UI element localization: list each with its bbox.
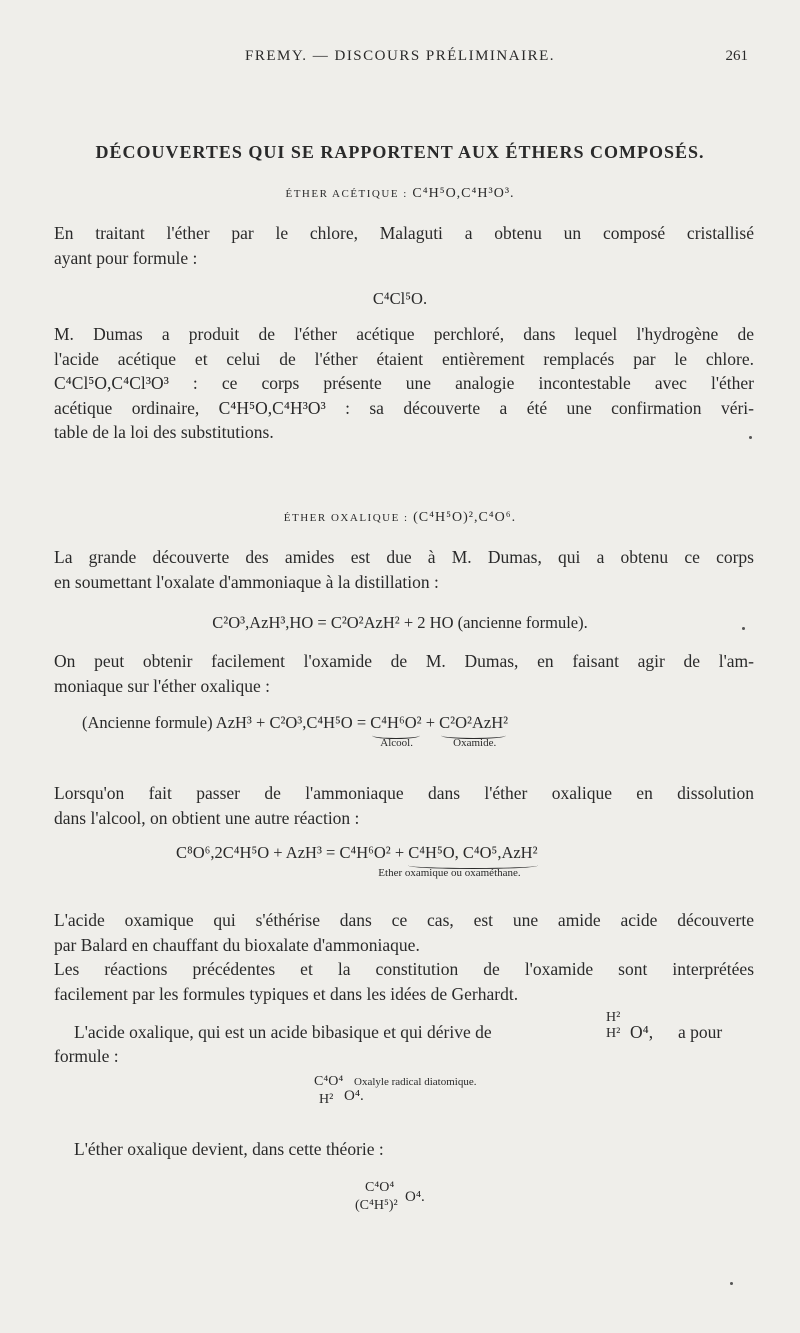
- text-line: ayant pour formule :: [54, 247, 198, 268]
- eq2-label-oxamide: Oxamide.: [453, 737, 497, 749]
- text-line: C⁴Cl⁵O,C⁴Cl³O³ : ce corps présente une analogie incontestable avec l'éther: [54, 373, 754, 393]
- paragraph-oxamide: [54, 649, 754, 698]
- text-line: a pour: [678, 1022, 723, 1042]
- section-title: DÉCOUVERTES QUI SE RAPPORTENT AUX ÉTHERS COMPOSÉS.: [95, 142, 705, 162]
- ether-oxalique-heading: [0, 510, 800, 526]
- eq3-term: [378, 843, 538, 879]
- page-number: 261: [725, 48, 748, 64]
- text-line: facilement par les formules typiques et dans les idées de Gerhardt.: [54, 983, 519, 1004]
- final-bottom: (C⁴H⁵)²: [355, 1198, 398, 1213]
- eq3-term-text: C⁴H⁵O, C⁴O⁵,AzH²: [408, 843, 538, 862]
- eq2-term-oxamide-text: C²O²AzH²: [439, 713, 509, 732]
- ether-acetique-formula: C⁴H⁵O,C⁴H³O³.: [412, 186, 515, 201]
- text-line: Lorsqu'on fait passer de l'ammoniaque dans l'éther oxalique en dissolution: [54, 783, 754, 803]
- text-line: En traitant l'éther par le chlore, Malaguti a obtenu un composé cristallisé: [54, 223, 754, 243]
- paragraph-dissolution: [54, 781, 754, 830]
- text-line: par Balard en chauffant du bioxalate d'ammoniaque.: [54, 934, 420, 955]
- text-line: dans l'alcool, on obtient une autre réaction :: [54, 807, 360, 828]
- ether-oxalique-formula: (C⁴H⁵O)²,C⁴O⁶.: [413, 510, 517, 525]
- eq3-label: Ether oxamique ou oxaméthane.: [378, 867, 521, 879]
- text-line: La grande découverte des amides est due à M. Dumas, qui a obtenu ce corps: [54, 547, 754, 567]
- text-line: l'acide acétique et celui de l'éther étaient entièrement remplacés par le chlore.: [54, 348, 754, 369]
- text-line: M. Dumas a produit de l'éther acétique perchloré, dans lequel l'hydrogène de: [54, 324, 754, 344]
- equation-oxamethane: [176, 843, 538, 879]
- ether-acetique-label: ÉTHER ACÉTIQUE :: [285, 188, 408, 200]
- final-top: C⁴O⁴: [365, 1180, 395, 1195]
- radical-bottom: H²: [319, 1092, 334, 1107]
- running-title: FREMY. — DISCOURS PRÉLIMINAIRE.: [244, 48, 555, 64]
- eq2-term-oxamide: [439, 713, 509, 749]
- eq3-left: C⁸O⁶,2C⁴H⁵O + AzH³ = C⁴H⁶O² +: [176, 843, 409, 862]
- text-line: Les réactions précédentes et la constitution de l'oxamide sont interprétées: [54, 959, 754, 979]
- print-speck: [730, 1282, 733, 1285]
- running-header: [0, 48, 800, 72]
- text-line: table de la loi des substitutions.: [54, 422, 274, 442]
- paragraph-acide-oxamique: [54, 908, 754, 1006]
- radical-top: C⁴O⁴: [314, 1074, 344, 1089]
- eq2-term-alcool-text: C⁴H⁶O²: [370, 713, 422, 732]
- formula-oxalyle-radical: [314, 1074, 574, 1114]
- paragraph-malaguti: [54, 221, 754, 270]
- equation-oxamide-distillation: C²O³,AzH³,HO = C²O²AzH² + 2 HO (ancienne formule).: [212, 613, 588, 632]
- eq2-plus: +: [421, 713, 440, 732]
- eq2-label-alcool: Alcool.: [380, 737, 413, 749]
- print-speck: [749, 436, 752, 439]
- eq2-left: (Ancienne formule) AzH³ + C²O³,C⁴H⁵O =: [82, 713, 371, 732]
- ether-oxalique-label: ÉTHER OXALIQUE :: [283, 512, 409, 524]
- equation-ammonia-ether: [82, 713, 509, 749]
- paragraph-dumas-acetique: [54, 322, 754, 445]
- formula-ether-oxalique-typique: [355, 1180, 455, 1220]
- paragraph-amides: [54, 545, 754, 594]
- text-line: en soumettant l'oxalate d'ammoniaque à la distillation :: [54, 571, 439, 592]
- paragraph-acide-oxalique: [74, 1010, 754, 1050]
- text-line: L'acide oxamique qui s'éthérise dans ce cas, est une amide acide découverte: [54, 910, 754, 930]
- eq2-term-alcool: [370, 713, 422, 749]
- final-o4: O⁴.: [405, 1189, 425, 1205]
- text-line: On peut obtenir facilement l'oxamide de M. Dumas, en faisant agir de l'am-: [54, 651, 754, 671]
- text-line: L'acide oxalique, qui est un acide bibasique et qui dérive de: [74, 1022, 492, 1042]
- formula-chloro-ether: C⁴Cl⁵O.: [372, 289, 428, 308]
- fraction-h2-h2: [606, 1010, 620, 1042]
- print-speck: [742, 627, 745, 630]
- paragraph-theorie: L'éther oxalique devient, dans cette théorie :: [74, 1139, 384, 1159]
- frac-top: H²: [606, 1010, 621, 1025]
- ether-acetique-heading: [0, 186, 800, 202]
- radical-o4: O⁴.: [344, 1088, 364, 1104]
- radical-note: Oxalyle radical diatomique.: [354, 1076, 477, 1088]
- o4-text: O⁴,: [630, 1022, 654, 1042]
- frac-bottom: H²: [606, 1026, 621, 1041]
- text-line: acétique ordinaire, C⁴H⁵O,C⁴H³O³ : sa découverte a été une confirmation véri-: [54, 397, 754, 418]
- text-line: formule :: [54, 1046, 119, 1066]
- text-line: moniaque sur l'éther oxalique :: [54, 675, 271, 696]
